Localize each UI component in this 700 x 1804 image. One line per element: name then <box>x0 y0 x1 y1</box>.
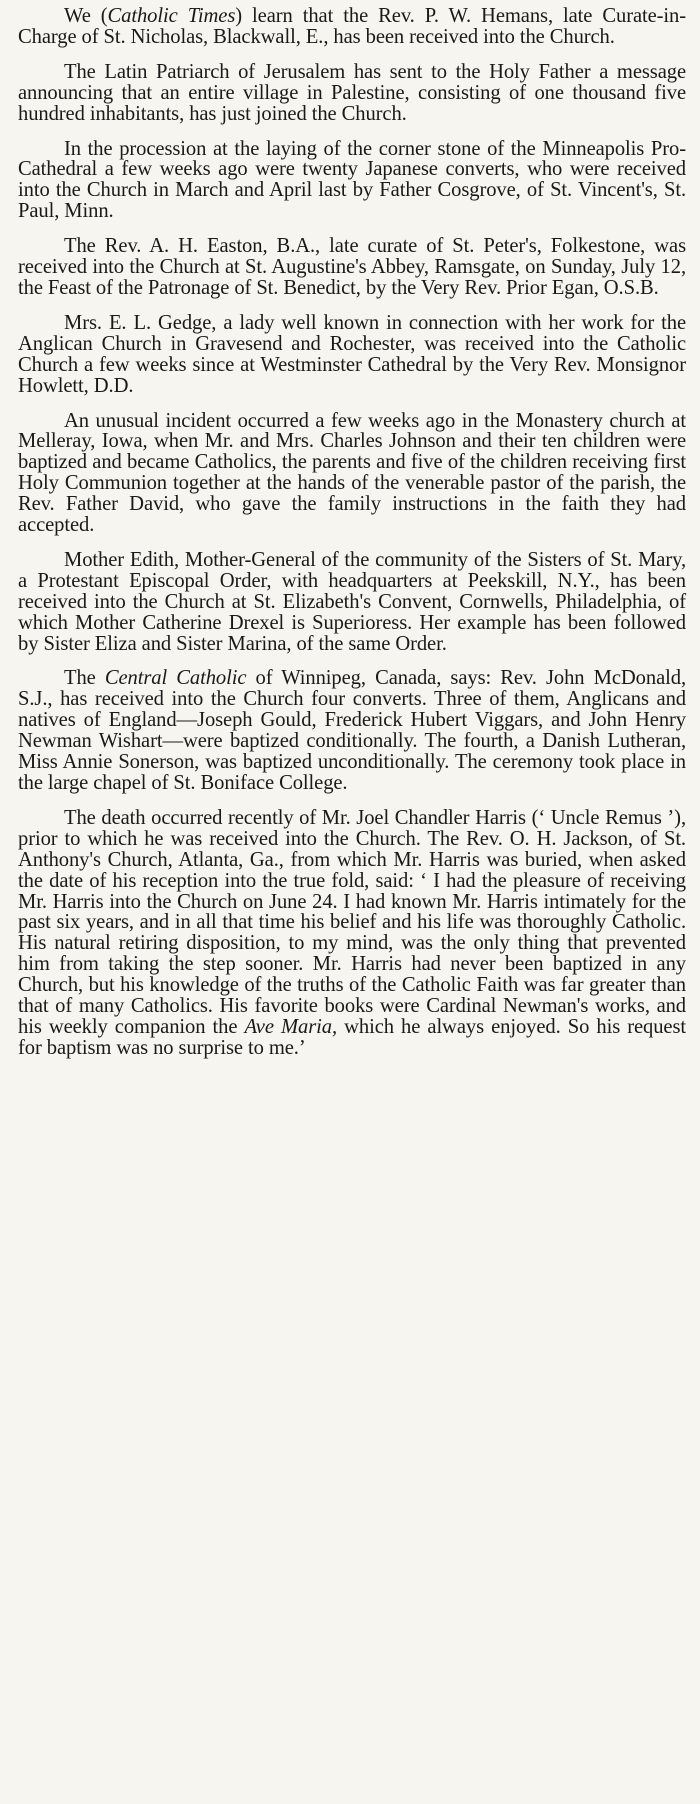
paragraph-hemans <box>18 6 686 48</box>
text-run: The Latin Patriarch of Jerusalem has sent to the Holy Father a message announcing that an entire village in Palestine, consisting of one thousand five hundred inhabitants, has just joined the Church. <box>18 60 686 125</box>
paragraph-gedge <box>18 313 686 397</box>
text-run: The death occurred recently of Mr. Joel Chandler Harris (‘ Uncle Remus ’), prior to which he was received into the Church. The Rev. O. H. Jackson, of St. Anthony's Church, Atlanta, Ga., from which Mr. Harris was buried, when asked the date of his reception into the true fold, said: ‘ I had the pleasure of receiving Mr. Harris into the Church on June 24. I had known Mr. Harris intimately for the past six years, and in all that time his belief and his life was thoroughly Catholic. His natural retiring disposition, to my mind, was the only thing that prevented him from taking the step sooner. Mr. Harris had never been baptized in any Church, but his knowledge of the truths of the Catholic Faith was far greater than that of many Catholics. His favorite books were Cardinal Newman's works, and his weekly companion the <box>18 806 686 1038</box>
text-run: of Winnipeg, Canada, says: Rev. John McDonald, S.J., has received into the Church four converts. Three of them, Anglicans and natives of England—Joseph Gould, Frederick Hubert Viggars, and John Henry Newman Wishart—were baptized conditionally. The fourth, a Danish Lutheran, Miss Annie Sonerson, was baptized unconditionally. The ceremony took place in the large chapel of St. Boniface College. <box>18 667 686 794</box>
text-run: Mrs. E. L. Gedge, a lady well known in connection with her work for the Anglican Church in Gravesend and Rochester, was received into the Catholic Church a few weeks since at Westminster Cathedral by the Very Rev. Monsignor Howlett, D.D. <box>18 311 686 397</box>
text-run: The <box>64 667 105 690</box>
text-run: An unusual incident occurred a few weeks ago in the Monastery church at Melleray, Iowa, when Mr. and Mrs. Charles Johnson and their ten children were baptized and became Catholics, the parents and five of the children receiving first Holy Communion together at the hands of the venerable pastor of the parish, the Rev. Father David, who gave the family instructions in the faith they had accepted. <box>18 409 686 537</box>
text-run: Mother Edith, Mother-General of the community of the Sisters of St. Mary, a Protestant Episcopal Order, with headquarters at Peekskill, N.Y., has been received into the Church at St. Elizabeth's Convent, Cornwells, Philadelphia, of which Mother Catherine Drexel is Superioress. Her example has been followed by Sister Eliza and Sister Marina, of the same Order. <box>18 548 686 655</box>
text-run: The Rev. A. H. Easton, B.A., late curate of St. Peter's, Folkestone, was received into the Church at St. Augustine's Abbey, Ramsgate, on Sunday, July 12, the Feast of the Patronage of St. Benedict, by the Very Rev. Prior Egan, O.S.B. <box>18 235 686 299</box>
text-run: We ( <box>64 5 108 27</box>
paragraph-edith <box>18 550 686 655</box>
paragraph-minneapolis <box>18 139 686 223</box>
text-run: ) learn that the Rev. P. W. Hemans, late Curate-in-Charge of St. Nicholas, Blackwall, E., has been received into the Church. <box>18 5 686 48</box>
paragraph-palestine <box>18 62 686 125</box>
text-run: In the procession at the laying of the corner stone of the Minneapolis Pro-Cathedral a few weeks ago were twenty Japanese converts, who were received into the Church in March and April last by Father Cosgrove, of St. Vincent's, St. Paul, Minn. <box>18 137 686 223</box>
text-run: which he always enjoyed. So his request for baptism was no surprise to me.’ <box>18 1015 686 1059</box>
publication-name: Ave Maria, <box>244 1015 338 1038</box>
paragraph-easton <box>18 236 686 299</box>
publication-name: Central Catholic <box>104 667 247 690</box>
paragraph-winnipeg <box>18 668 686 793</box>
paragraph-johnson <box>18 411 686 536</box>
publication-name: Catholic Times <box>107 5 236 27</box>
paragraph-harris <box>18 808 686 1059</box>
